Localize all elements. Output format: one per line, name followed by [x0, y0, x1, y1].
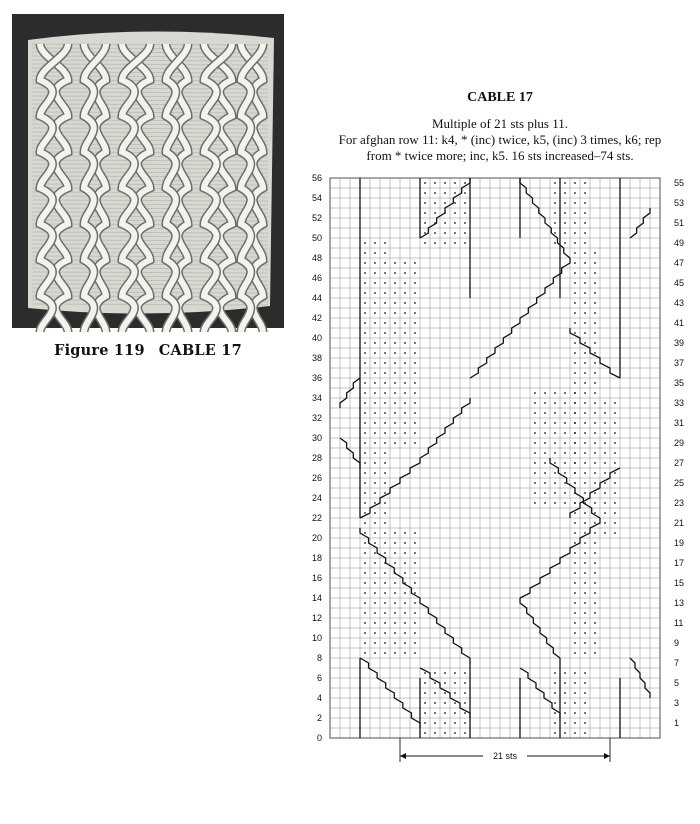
row-number-left: 2	[316, 713, 322, 723]
row-number-left: 56	[311, 173, 322, 183]
row-number-right: 1	[674, 718, 680, 728]
row-number-right: 3	[674, 698, 680, 708]
row-number-left: 0	[316, 733, 322, 743]
row-number-left: 30	[311, 433, 322, 443]
row-number-right: 21	[674, 518, 685, 528]
row-number-left: 18	[311, 553, 322, 563]
row-number-right: 25	[674, 478, 685, 488]
row-number-right: 35	[674, 378, 685, 388]
row-number-right: 41	[674, 318, 685, 328]
row-number-right: 31	[674, 418, 685, 428]
row-number-left: 10	[311, 633, 322, 643]
row-number-left: 22	[311, 513, 322, 523]
row-number-right: 47	[674, 258, 685, 268]
row-number-left: 26	[311, 473, 322, 483]
repeat-label: 21 sts	[492, 751, 518, 761]
row-number-left: 48	[311, 253, 322, 263]
row-number-left: 4	[316, 693, 322, 703]
cable-swatch-photo	[12, 14, 284, 328]
row-number-right: 53	[674, 198, 685, 208]
row-number-left: 12	[311, 613, 322, 623]
row-number-left: 16	[311, 573, 322, 583]
row-number-left: 8	[316, 653, 322, 663]
figure-name: CABLE 17	[158, 342, 242, 359]
row-number-left: 32	[311, 413, 322, 423]
figure-caption	[12, 342, 284, 359]
row-number-left: 54	[311, 193, 322, 203]
pattern-title: CABLE 17	[467, 90, 533, 105]
row-number-left: 42	[311, 313, 322, 323]
left-row-numbers	[312, 173, 322, 743]
row-number-right: 33	[674, 398, 685, 408]
row-number-right: 37	[674, 358, 685, 368]
right-row-numbers	[674, 178, 684, 728]
row-number-left: 24	[311, 493, 322, 503]
row-number-right: 9	[674, 638, 680, 648]
row-number-left: 40	[311, 333, 322, 343]
row-number-right: 55	[674, 178, 685, 188]
row-number-left: 34	[311, 393, 322, 403]
row-number-right: 13	[674, 598, 685, 608]
row-number-left: 20	[311, 533, 322, 543]
pattern-multiple: Multiple of 21 sts plus 11.	[431, 116, 569, 131]
row-number-right: 23	[674, 498, 685, 508]
row-number-right: 17	[674, 558, 685, 568]
row-number-right: 5	[674, 678, 680, 688]
row-number-left: 44	[311, 293, 322, 303]
row-number-left: 38	[311, 353, 322, 363]
row-number-left: 52	[311, 213, 322, 223]
afghan-instruction-line-1: For afghan row 11: k4, * (inc) twice, k5, (inc) 3 times, k6; rep	[338, 132, 662, 147]
row-number-right: 51	[674, 218, 685, 228]
row-number-left: 50	[311, 233, 322, 243]
chart-grid	[330, 178, 660, 738]
row-number-right: 43	[674, 298, 685, 308]
row-number-left: 6	[316, 673, 322, 683]
cable-chart	[300, 172, 685, 824]
row-number-left: 46	[311, 273, 322, 283]
row-number-right: 15	[674, 578, 685, 588]
row-number-right: 49	[674, 238, 685, 248]
row-number-right: 29	[674, 438, 685, 448]
row-number-right: 11	[674, 618, 684, 628]
row-number-left: 36	[311, 373, 322, 383]
row-number-right: 39	[674, 338, 685, 348]
afghan-instruction-line-2: from * twice more; inc, k5. 16 sts increased–74 sts.	[366, 148, 634, 163]
row-number-left: 28	[311, 453, 322, 463]
repeat-bracket	[400, 738, 610, 762]
figure-number: Figure 119	[54, 342, 145, 359]
row-number-left: 14	[311, 593, 322, 603]
row-number-right: 7	[674, 658, 680, 668]
row-number-right: 27	[674, 458, 685, 468]
row-number-right: 45	[674, 278, 685, 288]
row-number-right: 19	[674, 538, 685, 548]
